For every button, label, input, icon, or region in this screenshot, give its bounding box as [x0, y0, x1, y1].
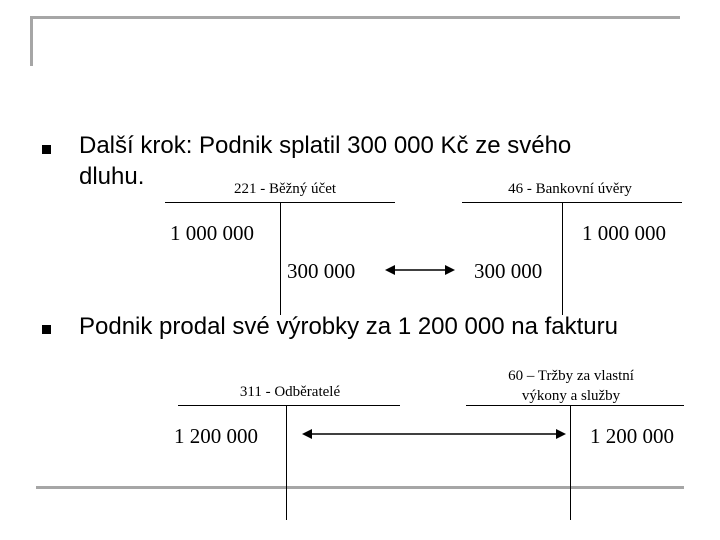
account-60-horizontal-line [466, 405, 684, 406]
account-46-title: 46 - Bankovní úvěry [508, 181, 632, 197]
account-311-horizontal-line [178, 405, 400, 406]
account-46-credit-opening: 1 000 000 [582, 221, 666, 245]
account-46-debit-entry: 300 000 [474, 259, 543, 283]
account-60-credit-entry: 1 200 000 [590, 424, 674, 448]
bullet-2-text: Podnik prodal své výrobky za 1 200 000 na fakturu [79, 313, 618, 340]
account-221-credit-entry: 300 000 [287, 259, 356, 283]
bullet-1-line-2: dluhu. [79, 163, 145, 190]
account-60-vertical-line [570, 405, 571, 520]
slide-corner-left-rule [30, 16, 33, 66]
account-221-vertical-line [280, 202, 281, 315]
account-221-debit-opening: 1 000 000 [170, 221, 254, 245]
double-arrow-icon [302, 427, 566, 441]
square-bullet-icon [42, 325, 51, 334]
slide-corner-top-rule [30, 16, 680, 19]
account-60-title-line-1: 60 – Tržby za vlastní [508, 368, 634, 384]
account-311-vertical-line [286, 405, 287, 520]
slide-bottom-rule [36, 486, 684, 489]
account-311-debit-entry: 1 200 000 [174, 424, 258, 448]
double-arrow-icon [385, 263, 455, 277]
square-bullet-icon [42, 145, 51, 154]
account-60-title-line-2: výkony a služby [521, 388, 621, 404]
bullet-1-line-1: Další krok: Podnik splatil 300 000 Kč ze svého [79, 132, 572, 159]
account-46-horizontal-line [462, 202, 682, 203]
account-46-vertical-line [562, 202, 563, 315]
account-311-title: 311 - Odběratelé [239, 384, 341, 400]
account-221-title: 221 - Běžný účet [233, 181, 337, 197]
